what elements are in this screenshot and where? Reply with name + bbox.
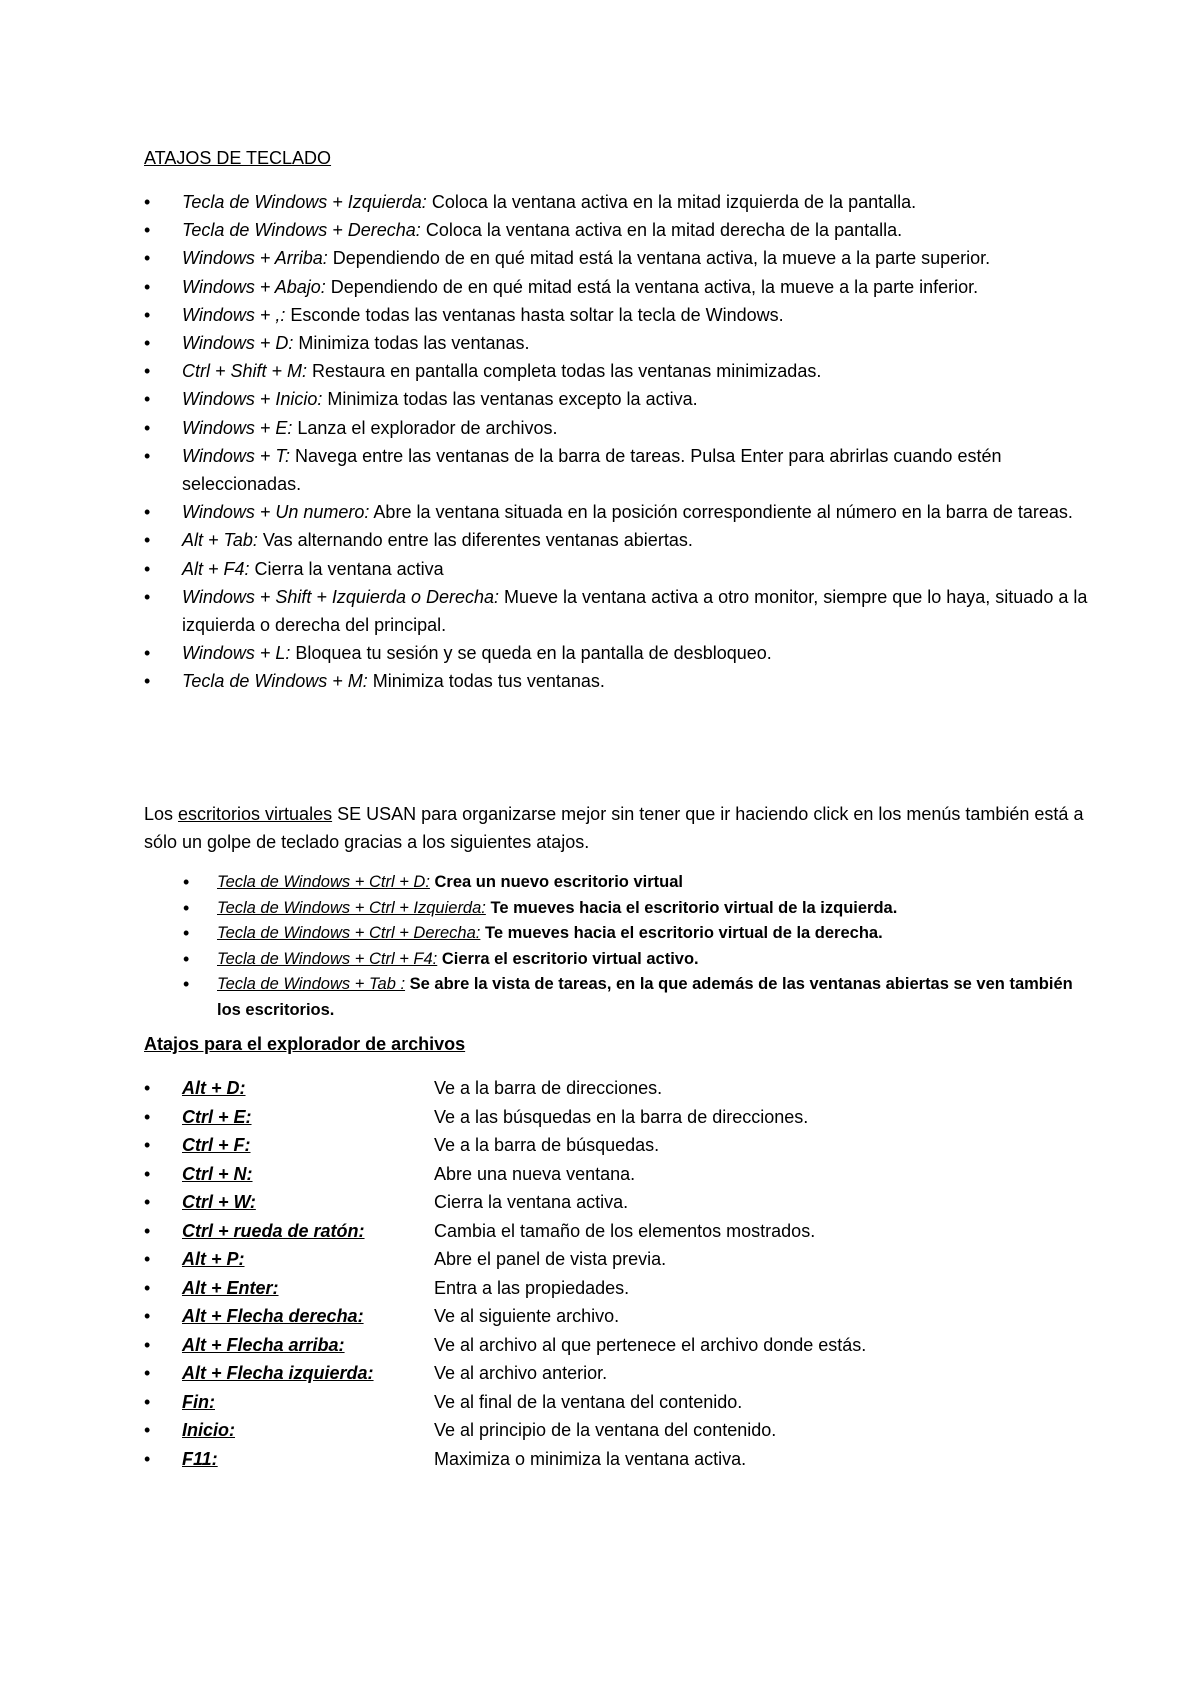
shortcut-description: Dependiendo de en qué mitad está la ventana activa, la mueve a la parte superior. [327,248,991,269]
explorer-shortcut-item [144,1160,1104,1189]
shortcut-key: Tecla de Windows + Tab : [217,975,406,993]
explorer-shortcut-item [144,1331,1104,1360]
page-title: ATAJOS DE TECLADO [144,148,332,168]
explorer-shortcut-item [144,1445,1104,1474]
shortcut-key: Windows + Shift + Izquierda o Derecha: [182,586,500,607]
intro-underlined-term: escritorios virtuales [178,804,333,824]
shortcut-description: Se abre la vista de tareas, en la que además de las ventanas abiertas se ven también los escritorios. [217,975,1073,1019]
shortcut-key: Alt + P: [182,1249,245,1269]
shortcut-item [144,555,1104,583]
shortcut-key: Alt + Tab: [182,530,258,551]
shortcut-description: Coloca la ventana activa en la mitad izquierda de la pantalla. [426,192,917,212]
explorer-shortcut-item [144,1302,1104,1331]
shortcut-key: Ctrl + rueda de ratón: [182,1220,365,1241]
virtual-desktop-shortcut-list [183,870,1083,1023]
shortcut-description: Ve a la barra de búsquedas. [434,1135,660,1155]
shortcut-key: Inicio: [182,1420,235,1440]
virtual-shortcut-item [183,896,1083,922]
shortcut-key: Tecla de Windows + M: [182,671,368,692]
shortcut-description: Entra a las propiedades. [434,1277,630,1298]
shortcut-item [144,526,1104,554]
shortcut-description: Cambia el tamaño de los elementos mostrados. [434,1220,816,1241]
shortcut-item [144,385,1104,413]
shortcut-key: Windows + L: [182,643,291,664]
shortcut-item [144,244,1104,272]
shortcut-description: Te mueves hacia el escritorio virtual de la izquierda. [485,898,898,917]
intro-text-after: SE USAN para organizarse mejor sin tener que ir haciendo click en los menús también está a sólo un golpe de teclado gracias a los siguientes atajos. [144,804,1084,852]
shortcut-item [144,216,1104,244]
shortcut-description: Lanza el explorador de archivos. [292,417,558,438]
shortcut-key: Fin: [182,1391,215,1412]
shortcut-key: Windows + T: [182,445,291,466]
shortcut-item [144,357,1104,385]
explorer-heading: Atajos para el explorador de archivos [144,1034,466,1054]
shortcut-key: Alt + Flecha arriba: [182,1334,345,1355]
explorer-shortcut-item [144,1245,1104,1274]
shortcut-description: Minimiza todas las ventanas. [293,333,530,354]
explorer-shortcut-item [144,1103,1104,1132]
shortcut-description: Maximiza o minimiza la ventana activa. [434,1448,747,1469]
shortcut-item [144,414,1104,442]
shortcut-description: Bloquea tu sesión y se queda en la pantalla de desbloqueo. [290,643,772,664]
shortcut-item [144,329,1104,357]
shortcut-description: Cierra la ventana activa. [434,1192,629,1212]
shortcut-key: Windows + Un numero: [182,502,370,523]
shortcut-key: Alt + F4: [182,558,250,579]
shortcut-description: Minimiza todas tus ventanas. [367,671,605,692]
shortcut-description: Dependiendo de en qué mitad está la ventana activa, la mueve a la parte inferior. [325,276,979,297]
virtual-desktops-intro [144,800,1104,856]
shortcut-key: Windows + Arriba: [182,248,328,269]
shortcut-key: Ctrl + W: [182,1192,256,1212]
shortcut-description: Cierra la ventana activa [249,558,444,579]
shortcut-key: Tecla de Windows + Ctrl + Izquierda: [217,898,486,917]
shortcut-key: Ctrl + E: [182,1106,252,1127]
shortcut-key: Windows + D: [182,333,294,354]
explorer-shortcut-item [144,1188,1104,1217]
explorer-shortcut-item [144,1074,1104,1103]
explorer-shortcut-item [144,1416,1104,1445]
shortcut-key: Alt + Flecha derecha: [182,1306,364,1326]
shortcut-item [144,639,1104,667]
shortcut-key: Ctrl + F: [182,1135,251,1155]
shortcut-description: Ve al final de la ventana del contenido. [434,1391,743,1412]
virtual-shortcut-item [183,870,1083,896]
shortcut-item [144,188,1104,216]
shortcut-item [144,583,1104,639]
shortcut-item [144,442,1104,498]
shortcut-description: Ve al archivo al que pertenece el archivo donde estás. [434,1334,867,1355]
explorer-shortcut-item [144,1388,1104,1417]
shortcut-description: Ve a la barra de direcciones. [434,1078,663,1098]
shortcut-description: Ve al principio de la ventana del contenido. [434,1420,777,1440]
explorer-shortcut-item [144,1217,1104,1246]
shortcut-key: Ctrl + N: [182,1163,253,1184]
explorer-shortcut-item [144,1359,1104,1388]
shortcut-item [144,498,1104,526]
explorer-shortcut-item [144,1274,1104,1303]
shortcut-description: Coloca la ventana activa en la mitad derecha de la pantalla. [420,220,903,241]
shortcut-list [144,188,1104,696]
shortcut-description: Abre una nueva ventana. [434,1163,636,1184]
shortcut-item [144,273,1104,301]
shortcut-description: Restaura en pantalla completa todas las ventanas minimizadas. [307,361,822,382]
shortcut-description: Ve al archivo anterior. [434,1363,608,1383]
shortcut-key: Windows + E: [182,417,293,438]
shortcut-key: Windows + Inicio: [182,389,323,410]
shortcut-key: Alt + Enter: [182,1277,279,1298]
virtual-shortcut-item [183,947,1083,973]
shortcut-key: Ctrl + Shift + M: [182,361,308,382]
shortcut-key: Tecla de Windows + Ctrl + Derecha: [217,924,481,942]
shortcut-item [144,667,1104,695]
virtual-shortcut-item [183,972,1083,1023]
explorer-shortcut-list [144,1074,1104,1473]
shortcut-key: Tecla de Windows + Ctrl + D: [217,873,430,891]
shortcut-key: Tecla de Windows + Ctrl + F4: [217,949,438,968]
shortcut-description: Cierra el escritorio virtual activo. [437,949,699,968]
shortcut-description: Crea un nuevo escritorio virtual [429,873,683,891]
shortcut-item [144,301,1104,329]
shortcut-description: Te mueves hacia el escritorio virtual de la derecha. [480,924,883,942]
shortcut-key: Alt + D: [182,1078,246,1098]
shortcut-description: Navega entre las ventanas de la barra de tareas. Pulsa Enter para abrirlas cuando estén seleccionadas. [182,445,1002,495]
shortcut-key: Tecla de Windows + Derecha: [182,220,421,241]
shortcut-description: Mueve la ventana activa a otro monitor, siempre que lo haya, situado a la izquierda o derecha del principal. [182,586,1088,636]
explorer-shortcut-item [144,1131,1104,1160]
virtual-shortcut-item [183,921,1083,947]
shortcut-key: Alt + Flecha izquierda: [182,1363,374,1383]
shortcut-description: Vas alternando entre las diferentes ventanas abiertas. [257,530,693,551]
shortcut-key: Windows + Abajo: [182,276,326,297]
shortcut-description: Ve a las búsquedas en la barra de direcciones. [434,1106,809,1127]
shortcut-description: Ve al siguiente archivo. [434,1306,620,1326]
shortcut-description: Minimiza todas las ventanas excepto la activa. [322,389,698,410]
shortcut-description: Esconde todas las ventanas hasta soltar la tecla de Windows. [285,304,784,325]
intro-text-before: Los [144,804,179,824]
shortcut-description: Abre la ventana situada en la posición correspondiente al número en la barra de tareas. [369,502,1073,523]
shortcut-key: F11: [182,1448,218,1469]
shortcut-description: Abre el panel de vista previa. [434,1249,667,1269]
shortcut-key: Tecla de Windows + Izquierda: [182,192,427,212]
shortcut-key: Windows + ,: [182,304,286,325]
